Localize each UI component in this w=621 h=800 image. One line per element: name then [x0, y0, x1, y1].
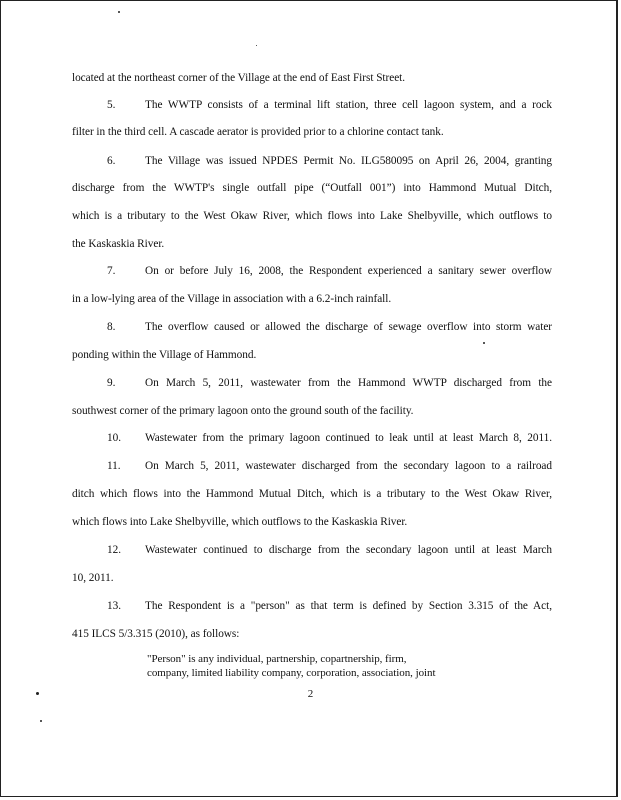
scan-speck — [36, 692, 39, 695]
scan-speck — [118, 11, 120, 13]
paragraph-12-first-line: 12. Wastewater continued to discharge from the secondary lagoon until at least March — [107, 544, 552, 556]
text-line: southwest corner of the primary lagoon onto the ground south of the facility. — [72, 405, 414, 417]
scan-speck — [40, 720, 42, 722]
scan-speck — [483, 342, 485, 344]
block-quote-line: "Person" is any individual, partnership, copartnership, firm, — [147, 653, 407, 665]
paragraph-5-first-line: 5. The WWTP consists of a terminal lift station, three cell lagoon system, and a rock — [107, 99, 552, 111]
text-line: filter in the third cell. A cascade aerator is provided prior to a chlorine contact tank. — [72, 126, 444, 138]
paragraph-number: 10. — [107, 432, 121, 444]
paragraph-9-first-line: 9. On March 5, 2011, wastewater from the Hammond WWTP discharged from the — [107, 377, 552, 389]
text-line: ponding within the Village of Hammond. — [72, 349, 257, 361]
scan-speck — [256, 45, 257, 46]
page-number: 2 — [307, 688, 314, 700]
text-line: which is a tributary to the West Okaw River, which flows into Lake Shelbyville, which outflows to — [72, 210, 552, 222]
text-line: which flows into Lake Shelbyville, which outflows to the Kaskaskia River. — [72, 516, 408, 528]
paragraph-13-first-line: 13. The Respondent is a "person" as that term is defined by Section 3.315 of the Act, — [107, 600, 552, 612]
paragraph-number: 6. — [107, 155, 116, 167]
paragraph-11-first-line: 11. On March 5, 2011, wastewater discharged from the secondary lagoon to a railroad — [107, 460, 552, 472]
paragraph-6-first-line: 6. The Village was issued NPDES Permit No. ILG580095 on April 26, 2004, granting — [107, 155, 552, 167]
paragraph-number: 7. — [107, 265, 116, 277]
text-line: ditch which flows into the Hammond Mutual Ditch, which is a tributary to the West Okaw River, — [72, 488, 552, 500]
paragraph-number: 8. — [107, 321, 116, 333]
text-line: 415 ILCS 5/3.315 (2010), as follows: — [72, 628, 240, 640]
text-line: 10, 2011. — [72, 572, 114, 584]
text-line: discharge from the WWTP's single outfall pipe (“Outfall 001”) into Hammond Mutual Ditch, — [72, 182, 552, 194]
text-line: located at the northeast corner of the Village at the end of East First Street. — [72, 72, 406, 84]
paragraph-number: 5. — [107, 99, 116, 111]
paragraph-number: 12. — [107, 544, 121, 556]
text-line: the Kaskaskia River. — [72, 238, 165, 250]
paragraph-number: 11. — [107, 460, 121, 472]
paragraph-8-first-line: 8. The overflow caused or allowed the discharge of sewage overflow into storm water — [107, 321, 552, 333]
text-line: in a low-lying area of the Village in association with a 6.2-inch rainfall. — [72, 293, 392, 305]
paragraph-number: 13. — [107, 600, 121, 612]
block-quote-line: company, limited liability company, corporation, association, joint — [147, 667, 436, 679]
paragraph-10-line: 10. Wastewater from the primary lagoon continued to leak until at least March 8, 2011. — [107, 432, 552, 444]
paragraph-7-first-line: 7. On or before July 16, 2008, the Respondent experienced a sanitary sewer overflow — [107, 265, 552, 277]
paragraph-number: 9. — [107, 377, 116, 389]
